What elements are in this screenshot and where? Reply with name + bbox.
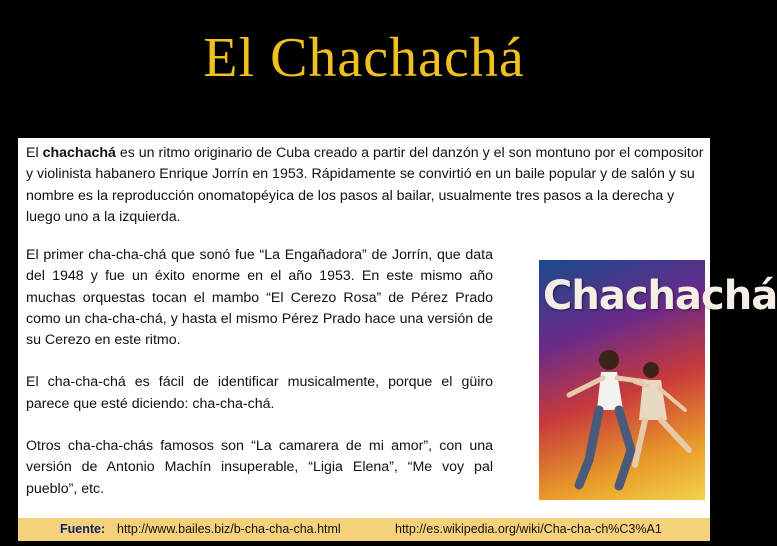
content-panel: [18, 138, 777, 518]
intro-bold-term: chachachá: [42, 145, 116, 161]
footer-label: Fuente:: [60, 522, 106, 536]
body-paragraph-1: El primer cha-cha-chá que sonó fue “La Engañadora” de Jorrín, que data del 1948 y fue un éxito enorme en el año 1953. En este mismo año muchas orquestas tocan el mambo “El Cerezo Rosa” de Pérez Prado como un cha-cha-chá, y hasta el mismo Pérez Prado hace una versión de su Cerezo en este ritmo.: [26, 247, 493, 349]
slide-title: El Chachachá: [203, 27, 525, 89]
source-footer: [18, 518, 710, 541]
source-link-1[interactable]: http://www.bailes.biz/b-cha-cha-cha.html: [117, 522, 341, 536]
photo-caption: Chachachá: [543, 273, 777, 319]
dancers-photo: [539, 260, 777, 500]
source-link-2[interactable]: http://es.wikipedia.org/wiki/Cha-cha-ch%C3%A1: [395, 522, 662, 536]
body-paragraph-3: Otros cha-cha-chás famosos son “La camarera de mi amor”, con una versión de Antonio Machín insuperable, “Ligia Elena”, “Me voy pal pueblo”, etc.: [26, 438, 493, 497]
intro-lead: El: [26, 145, 43, 161]
intro-text: es un ritmo originario de Cuba creado a partir del danzón y el son montuno por el compositor y violinista habanero Enrique Jorrín en 1953. Rápidamente se convirtió en un baile popular y de salón y su nombre es la reproducción onomatopéyica de los pasos al bailar, usualmente tres pasos a la derecha y luego uno a la izquierda.: [26, 145, 704, 225]
body-paragraph-2: El cha-cha-chá es fácil de identificar musicalmente, porque el güiro parece que esté diciendo: cha-cha-chá.: [26, 374, 493, 412]
body-column: [26, 245, 493, 521]
intro-paragraph: [26, 143, 706, 228]
